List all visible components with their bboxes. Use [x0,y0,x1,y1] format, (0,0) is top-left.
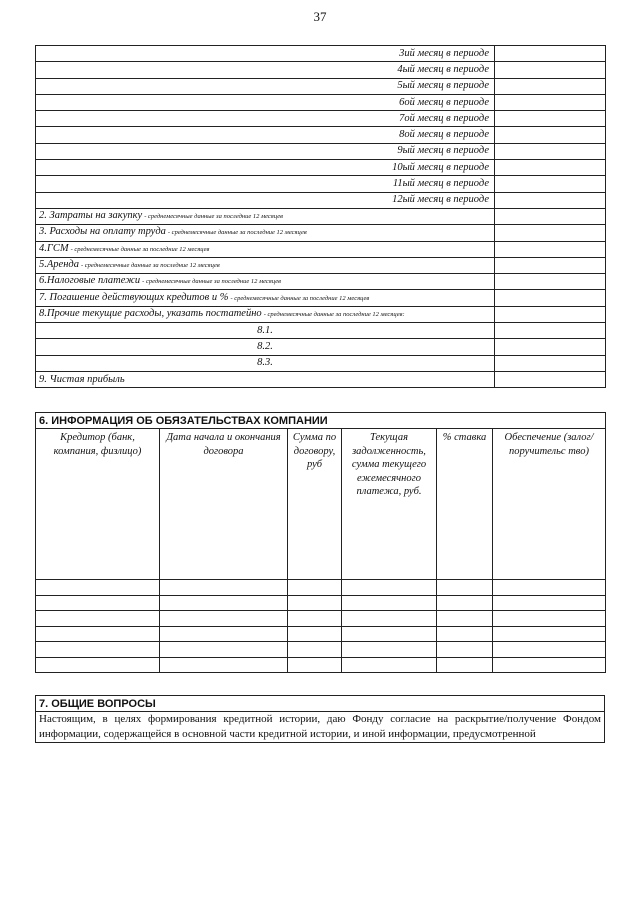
entry-cell[interactable] [437,626,493,642]
expense-row [36,208,606,224]
value-cell[interactable] [495,355,606,371]
entry-cell[interactable] [160,580,288,596]
month-row [36,176,606,192]
net-profit-row [36,371,606,387]
value-cell[interactable] [495,111,606,127]
value-cell[interactable] [495,339,606,355]
month-label: 3ий месяц в периоде [36,46,495,62]
expense-label-cell [36,241,495,257]
entry-cell[interactable] [437,580,493,596]
month-row [36,192,606,208]
entry-cell[interactable] [342,611,437,627]
entry-cell[interactable] [493,657,606,673]
entry-cell[interactable] [160,595,288,611]
value-cell[interactable] [495,143,606,159]
obligation-row [36,595,606,611]
column-header: Кредитор (банк, компания, физлицо) [36,429,160,580]
expense-note: - среднемесячные данные за последние 12 месяцев [142,278,281,286]
entry-cell[interactable] [36,626,160,642]
entry-cell[interactable] [36,642,160,658]
expense-label: 3. Расходы на оплату труда [39,226,166,238]
expense-label: 8.Прочие текущие расходы, указать постатейно [39,307,262,319]
value-cell[interactable] [495,208,606,224]
entry-cell[interactable] [493,611,606,627]
sub-item-label: 8.2. [36,339,495,355]
entry-cell[interactable] [342,595,437,611]
expense-row [36,225,606,241]
entry-cell[interactable] [36,580,160,596]
entry-cell[interactable] [160,657,288,673]
expense-note: - среднемесячные данные за последние 12 месяцев: [263,310,405,318]
month-label: 7ой месяц в периоде [36,111,495,127]
month-label: 12ый месяц в периоде [36,192,495,208]
consent-text: Настоящим, в целях формирования кредитной истории, даю Фонду согласие на раскрытие/получение Фондом информации, содержащейся в основной части кредитной истории, и иной информации, предусмотренной [36,712,605,743]
value-cell[interactable] [495,62,606,78]
column-header: Обеспечение (залог/поручительс тво) [493,429,606,580]
month-row [36,46,606,62]
expense-label-cell [36,208,495,224]
month-row [36,78,606,94]
entry-cell[interactable] [493,580,606,596]
month-row [36,62,606,78]
entry-cell[interactable] [342,626,437,642]
column-header: Текущая задолженность, сумма текущего ежемесячного платежа, руб. [342,429,437,580]
month-label: 11ый месяц в периоде [36,176,495,192]
obligations-table [35,412,606,673]
expense-label-cell [36,274,495,290]
expense-row [36,241,606,257]
expense-label: 6.Налоговые платежи [39,275,141,287]
sub-item-label: 8.3. [36,355,495,371]
entry-cell[interactable] [160,626,288,642]
month-row [36,127,606,143]
value-cell[interactable] [495,323,606,339]
expense-note: - среднемесячные данные за последние 12 месяцев [144,213,283,221]
expense-label-cell [36,257,495,273]
page-number: 37 [313,9,327,24]
expense-row [36,290,606,306]
section-7-title: 7. ОБЩИЕ ВОПРОСЫ [36,696,605,712]
expense-label-cell [36,225,495,241]
obligation-row [36,657,606,673]
expense-row [36,274,606,290]
month-row [36,94,606,110]
entry-cell[interactable] [437,657,493,673]
obligation-row [36,580,606,596]
section-6-title: 6. ИНФОРМАЦИЯ ОБ ОБЯЗАТЕЛЬСТВАХ КОМПАНИИ [36,413,606,429]
month-label: 5ый месяц в периоде [36,78,495,94]
entry-cell[interactable] [342,580,437,596]
month-label: 9ый месяц в периоде [36,143,495,159]
entry-cell[interactable] [342,657,437,673]
entry-cell[interactable] [493,626,606,642]
net-profit-label: 9. Чистая прибыль [36,371,495,387]
entry-cell[interactable] [36,595,160,611]
entry-cell[interactable] [493,642,606,658]
month-label: 8ой месяц в периоде [36,127,495,143]
expense-row [36,306,606,322]
general-questions-table [35,695,605,743]
month-row [36,111,606,127]
entry-cell[interactable] [36,657,160,673]
entry-cell[interactable] [288,626,342,642]
value-cell[interactable] [495,160,606,176]
month-row [36,160,606,176]
expense-label: 7. Погашение действующих кредитов и % [39,291,229,303]
value-cell[interactable] [495,241,606,257]
month-label: 4ый месяц в периоде [36,62,495,78]
entry-cell[interactable] [288,611,342,627]
expense-label: 4.ГСМ [39,242,69,254]
value-cell[interactable] [495,127,606,143]
expense-note: - среднемесячные данные за последние 12 месяцев [70,245,210,253]
value-cell[interactable] [495,257,606,273]
entry-cell[interactable] [160,611,288,627]
entry-cell[interactable] [36,611,160,627]
entry-cell[interactable] [288,580,342,596]
value-cell[interactable] [495,78,606,94]
column-header: % ставка [437,429,493,580]
value-cell[interactable] [495,371,606,387]
month-row [36,143,606,159]
expense-note: - среднемесячные данные за последние 12 месяцев [167,229,307,237]
entry-cell[interactable] [288,595,342,611]
value-cell[interactable] [495,306,606,322]
column-header: Сумма по договору, руб [288,429,342,580]
sub-item-row [36,339,606,355]
sub-item-label: 8.1. [36,323,495,339]
obligation-row [36,611,606,627]
sub-item-row [36,323,606,339]
obligation-row [36,626,606,642]
entry-cell[interactable] [493,595,606,611]
entry-cell[interactable] [437,611,493,627]
entry-cell[interactable] [288,642,342,658]
value-cell[interactable] [495,225,606,241]
entry-cell[interactable] [342,642,437,658]
expense-label: 5.Аренда [39,259,79,270]
value-cell[interactable] [495,274,606,290]
expense-note: - среднемесячные данные за последние 12 месяцев [80,262,220,269]
expense-label-cell [36,306,495,322]
month-label: 10ый месяц в периоде [36,160,495,176]
obligation-row [36,642,606,658]
income-expense-table [35,45,606,388]
value-cell[interactable] [495,94,606,110]
expense-label: 2. Затраты на закупку [39,210,143,222]
entry-cell[interactable] [437,595,493,611]
value-cell[interactable] [495,176,606,192]
month-label: 6ой месяц в периоде [36,94,495,110]
expense-note: - среднемесячные данные за последние 12 месяцев [230,294,370,302]
value-cell[interactable] [495,290,606,306]
sub-item-row [36,355,606,371]
expense-label-cell [36,290,495,306]
column-header: Дата начала и окончания договора [160,429,288,580]
entry-cell[interactable] [288,657,342,673]
value-cell[interactable] [495,46,606,62]
value-cell[interactable] [495,192,606,208]
entry-cell[interactable] [160,642,288,658]
entry-cell[interactable] [437,642,493,658]
expense-row [36,257,606,273]
